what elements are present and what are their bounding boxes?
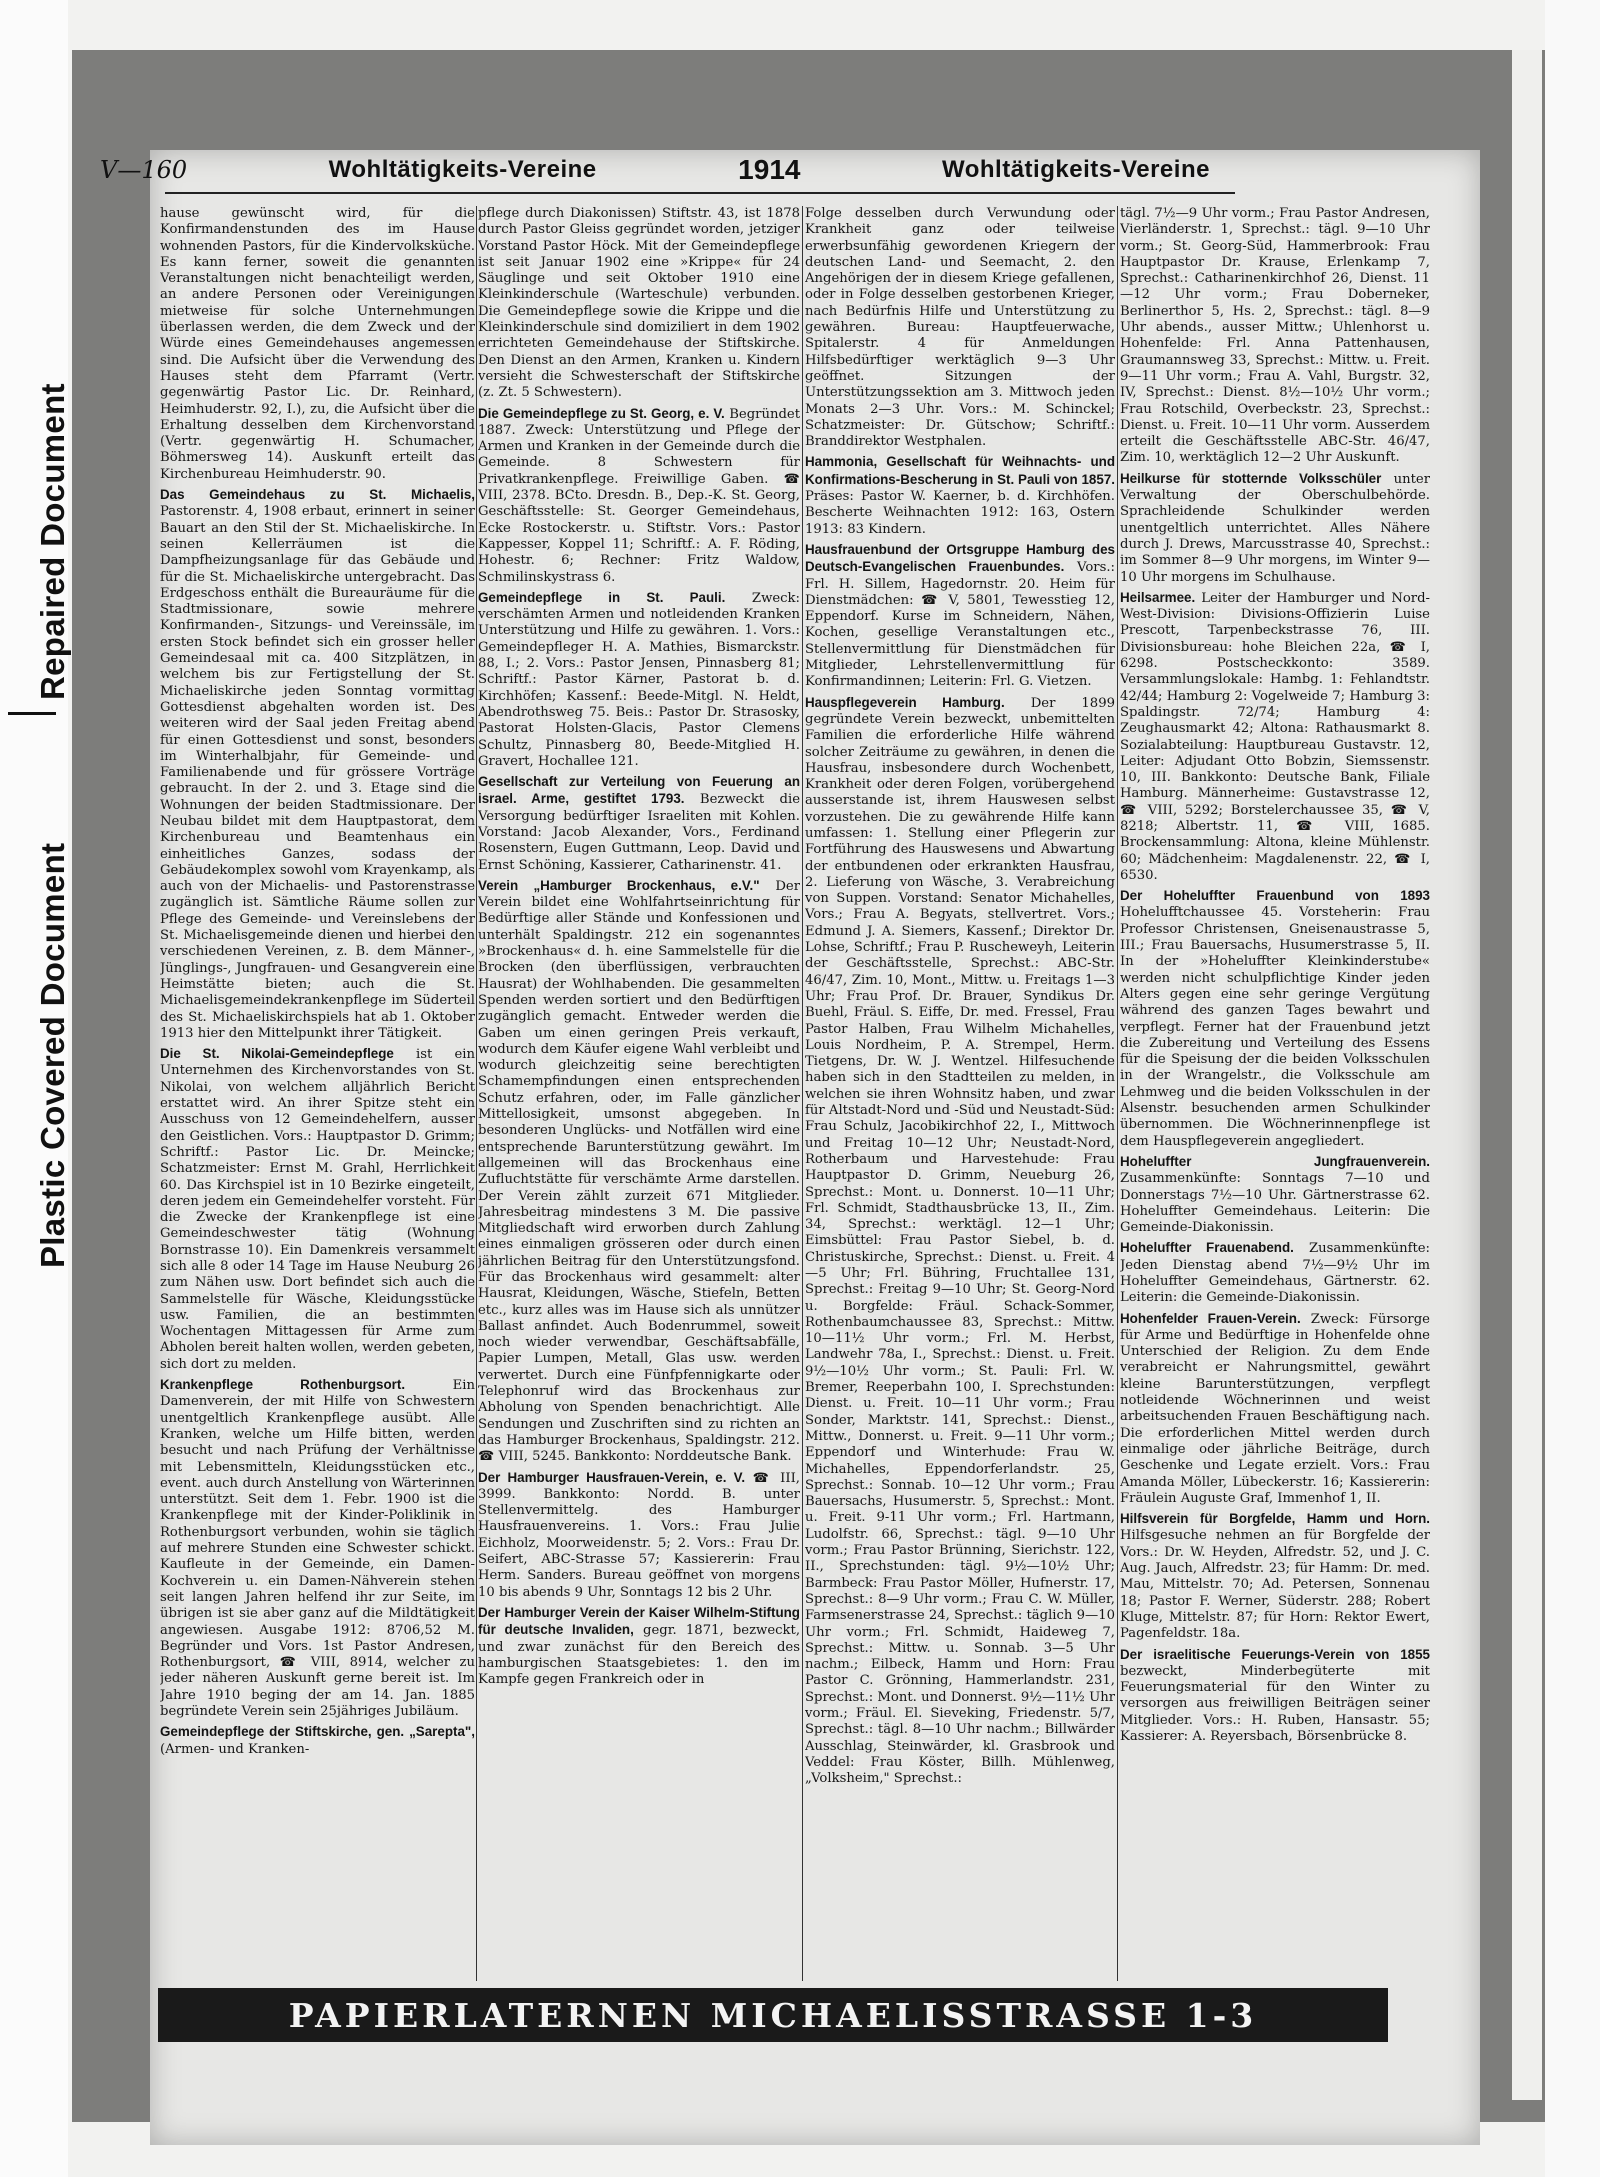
binding-spine (0, 0, 71, 2177)
entry-text: Pastorenstr. 4, 1908 erbaut, erinnert in seiner Bauart an den Stil der St. Michaeliskirche. In seinen Kellerräumen ist die Dampfheizungsanlage für das Gebäude und für die St. Michaeliskirche untergebracht. Das Erdgeschoss enthält die Bureauräume für die Stadtmissionare, sowie mehrere Konfirmanden-, Sitzungs- und Vereinssäle, im ersten Stock befindet sich ein grosser heller Gemeindesaal mit ca. 400 Sitzplätzen, in welchem bis zur Fertigstellung der St. Michaeliskirche jeden Sonntag vormittag Gottesdienst abgehalten worden ist. Des weiteren wird der Saal jeden Freitag abend für einen Gottesdienst und sonst, besonders im Winterhalbjahr, für Gemeinde- und Familienabende und für grössere Vorträge gebraucht. In der 2. und 3. Etage sind die Wohnungen der beiden Stadtmissionare. Der Neubau bildet mit dem Hauptpastorat, dem Kirchenbureau und Beamtenhaus ein einheitliches Ganzes, sodass der Gebäudekomplex sowohl vom Krayenkamp, als auch von der Michaelis- und Pastorenstrasse zugänglich ist. Sämtliche Räume sollen zur Pflege des Gemeinde- und Vereinslebens der St. Michaelisgemeinde dienen und hierbei den verschiedenen Vereinen, z. B. dem Männer-, Jünglings-, Jungfrauen- und Gesangverein eine Heimstätte bieten; auch die St. Michaelisgemeindekrankenpflege im Süderteil des St. Michaeliskirchspiels hat ab 1. Oktober 1913 hier den Mittelpunkt ihrer Tätigkeit. (160, 504, 475, 1041)
entry-heading: Krankenpflege Rothenburgsort. (160, 1377, 406, 1393)
directory-entry (160, 1724, 475, 1758)
entry-heading: Die St. Nikolai-Gemeindepflege (160, 1046, 394, 1062)
entry-text: Hilfsgesuche nehmen an für Borgfelde der Vors.: Dr. W. Heyden, Alfredstr. 52, und J. C. Aug. Jauch, Alfredstr. 23; für Hamm: Dr. med. Mau, Mittelstr. 70; Ad. Petersen, Sonnenau 18; Pastor F. Werner, Süderstr. 288; Robert Kluge, Mittelstr. 87; für Horn: Rektor Ewert, Pagenfeldstr. 18a. (1120, 1528, 1430, 1642)
entry-text: gegr. 1871, bezweckt, und zwar zunächst für den Bereich des hamburgischen Staatsgebietes: 1. den im Kampfe gegen Frankreich oder in (478, 1623, 800, 1688)
text-column-3 (805, 206, 1115, 1966)
text-column-4 (1120, 206, 1430, 1966)
entry-heading: Gemeindepflege in St. Pauli. (478, 589, 726, 605)
directory-entry (478, 590, 800, 770)
entry-text: pflege durch Diakonissen) Stiftstr. 43, ist 1878 durch Pastor Gleiss gegründet worden, jetziger Vorstand Pastor Höck. Mit der Gemeindepflege ist seit Januar 1902 eine »Krippe« für 24 Säuglinge und seit Oktober 1910 eine Kleinkinderschule (Warteschule) verbunden. Die Gemeindepflege sowie die Krippe und die Kleinkinderschule sind domiziliert in dem 1902 errichteten Gemeindehause der Stiftskirche. Den Dienst an den Armen, Kranken u. Kindern versieht die Schwesterschaft der Stiftskirche (z. Zt. 5 Schwestern). (478, 206, 800, 401)
entry-text: Der Verein bildet eine Wohlfahrtseinrichtung für Bedürftige aller Stände und Konfessionen und unterhält Spaldingstr. 212 ein sogenanntes »Brockenhaus« d. h. eine Sammelstelle für die Brocken (den überflüssigen, verbrauchten Hausrat) der Wohlhabenden. Die gesammelten Spenden werden sortiert und den Bedürftigen zugänglich gemacht. Entweder werden die Gaben um einen geringen Preis verkauft, wodurch dem Käufer eigene Wahl verbleibt und wodurch gleichzeitig seine berechtigten Schamempfindungen einen entsprechenden Schutz erfahren, oder, im Falle gänzlicher Mittellosigkeit, umsonst abgegeben. In besonderen Unglücks- und Notfällen wird eine entsprechende Barunterstützung gewährt. Im allgemeinen will das Brockenhaus eine Zufluchtstätte für verschämte Arme darstellen. Der Verein zählt zurzeit 671 Mitglieder. Jahresbeitrag mindestens 3 M. Die passive Mitgliedschaft wird erworben durch Zahlung eines einmaligen grösseren oder durch einen jährlichen Beitrag für den Unterstützungsfond. Für das Brockenhaus wird gesammelt: alter Hausrat, Kleidungen, Wäsche, Stiefeln, Betten etc., kurz alles was im Hause sich als unnützer Ballast anfindet. Auch Bodenrummel, soweit noch wieder verwendbar, Geschäftsabfälle, Papier Lumpen, Metall, Glas usw. werden verwertet. Durch eine Fünfpfennigkarte oder Telephonruf wird das Brockenhaus zur Abholung von Spenden benachrichtigt. Alle Sendungen und Zuschriften sind zu richten an das Hamburger Brockenhaus, Spaldingstr. 212. ☎ VIII, 5245. Bankkonto: Norddeutsche Bank. (478, 878, 800, 1465)
entry-text: Ein Damenverein, der mit Hilfe von Schwestern unentgeltlich Krankenpflege ausübt. Alle Kranken, welche um Hilfe bitten, werden besucht und nach Prüfung der Verhältnisse mit Lebensmitteln, Kleidungsstücken etc., event. auch durch Anstellung von Wärterinnen unterstützt. Seit dem 1. Febr. 1900 ist die Krankenpflege mit der Kinder-Poliklinik in Rothenburgsort verbunden, wohin sie täglich auf mehrere Stunden eine Schwester schickt. Kaufleute in der Gemeinde, ein Damen-Kochverein u. ein Damen-Nähverein stehen seit langen Jahren helfend ihr zur Seite, im übrigen ist sie aber ganz auf die Mildtätigkeit angewiesen. Ausgabe 1912: 8706,52 M. Begründer und Vors. 1st Pastor Andresen, Rothenburgsort, ☎ VIII, 8914, welcher zu jeder näheren Auskunft gerne bereit ist. Im Jahre 1910 beging der am 14. Jan. 1885 begründete Verein sein 25jähriges Jubiläum. (160, 1378, 475, 1720)
directory-entry (1120, 1240, 1430, 1306)
directory-entry (805, 695, 1115, 1788)
next-page-margin (1545, 0, 1600, 2177)
entry-text: Der 1899 gegründete Verein bezweckt, unbemittelten Familien die erforderliche Hilfe während solcher Zeiträume zu gewähren, in denen die Hausfrau, insbesondere durch Wochenbett, Krankheit oder deren Folgen, vorübergehend ausserstande ist, ihrem Hauswesen selbst vorzustehen. Die zu gewährende Hilfe kann umfassen: 1. Stellung einer Pflegerin zur Fortführung des Hauswesens und Abwartung der entbundenen oder erkrankten Hausfrau, 2. Lieferung von Wäsche, 3. Verabreichung von Suppen. Vorstand: Senator Michahelles, Vors.; Frau A. Begyats, stellvertret. Vors.; Edmund J. A. Siemers, Kassenf.; Direktor Dr. Lohse, Schriftf.; Frau P. Ruscheweyh, Leiterin der Geschäftsstelle, Sprechst.: ABC-Str. 46/47, Zim. 10, Mont., Mittw. u. Freitags 1—3 Uhr; Frau Prof. Dr. Brauer, Syndikus Dr. Buehl, Fräul. S. Eiffe, Dr. med. Fressel, Frau Pastor Halben, Frau Wilhelm Michahelles, Louis Nordheim, P. A. Strempel, Herm. Tietgens, Dr. W. J. Wentzel. Hilfesuchende haben sich in den Stadtteilen zu melden, in welchen sie ihren Wohnsitz haben, und zwar für Altstadt-Nord und -Süd und Neustadt-Süd: Frau Schulz, Jacobikirchhof 22, I., Mittwoch und Freitag 10—12 Uhr; Neustadt-Nord, Rotherbaum und Harvestehude: Frau Hauptpastor D. Grimm, Neueburg 26, Sprechst.: Mont. u. Donnerst. 10—11 Uhr; Frl. Schmidt, Stadthausbrücke 13, II., Zim. 34, Sprechst.: werktägl. 12—1 Uhr; Eimsbüttel: Frau Pastor Siebel, b. d. Christuskirche, Sprechst.: Dienst. u. Freit. 4—5 Uhr; Frl. Bühring, Fruchtallee 131, Sprechst.: Freitag 9—10 Uhr; St. Georg-Nord u. Borgfelde: Fräul. Schack-Sommer, Rothenbaumchaussee 83, Sprechst.: Mittw. 10—11½ Uhr vorm.; Frl. M. Herbst, Landwehr 78a, I., Sprechst.: Dienst. u. Freit. 9½—10½ Uhr vorm.; St. Pauli: Frl. W. Bremer, Reeperbahn 100, I. Sprechstunden: Dienst. u. Freit. 10—11 Uhr vorm.; Frau Sonder, Marktstr. 141, Sprechst.: Dienst., Mittw., Donnerst. u. Freit. 9—11 Uhr vorm.; Eppendorf und Winterhude: Frau W. Michahelles, Eppendorferlandstr. 25, Sprechst.: Sonnab. 10—12 Uhr vorm.; Frau Bauersachs, Husumerstr. 5, Sprechst.: Mont. u. Freit. 9-11 Uhr vorm.; Frl. Hartmann, Ludolfstr. 66, Sprechst.: tägl. 9—10 Uhr vorm.; Frau Pastor Brünning, Sierichstr. 122, II., Sprechstunden: tägl. 9½—10½ Uhr; Barmbeck: Frau Pastor Möller, Hufnerstr. 17, Sprechst.: 8—9 Uhr vorm.; Frau C. W. Müller, Farmsenerstrasse 24, Sprechst.: täglich 9—10 Uhr vorm.; Frl. Schmidt, Haideweg 7, Sprechst.: Mittw. u. Sonnab. 3—5 Uhr nachm.; Eilbeck, Hamm und Horn: Frau Pastor C. Grönning, Hammerlandstr. 231, Sprechst.: Mont. und Donnerst. 9½—11½ Uhr vorm.; Fräul. El. Sieveking, Friedenstr. 5/7, Sprechst.: tägl. 8—10 Uhr nachm.; Billwärder Ausschlag, Steinwärder, kl. Grasbrook und Veddel: Frau Köster, Billh. Mühlenweg, „Volksheim," Sprechst.: (805, 695, 1115, 1787)
header-rule (165, 192, 1235, 194)
entry-heading: Hammonia, Gesellschaft für Weihnachts- und Konfirmations-Bescherung in St. Pauli von 1857. (805, 454, 1115, 487)
directory-entry (1120, 206, 1430, 467)
directory-entry (478, 1605, 800, 1688)
entry-heading: Gemeindepflege der Stiftskirche, gen. „Sarepta", (160, 1724, 475, 1740)
directory-entry (478, 206, 800, 402)
entry-heading: Heilkurse für stotternde Volksschüler (1120, 470, 1382, 486)
entry-heading: Heilsarmee. (1120, 589, 1196, 605)
entry-text: Begründet 1887. Zweck: Unterstützung und Pflege der Armen und Kranken in der Gemeinde durch die Gemeinde. 8 Schwestern für Privatkrankenpflege. Freiwillige Gaben. ☎ VIII, 2378. BCto. Dresdn. B., Dep.-K. St. Georg, Geschäftsstelle: St. Georger Gemeindehaus, Ecke Rostockerstr. u. Stiftstr. Vors.: Pastor Kappesser, Koppel 11; Schriftf.: A. F. Röding, Hohestr. 6; Rechner: Fritz Waldow, Schmilinskystrass 6. (478, 406, 800, 585)
entry-text: ☎ III, 3999. Bankkonto: Nordd. B. unter Stellenvermittelg. des Hamburger Hausfrauenvereins. 1. Vors.: Frau Julie Eichholz, Moorweidenstr. 5; 2. Vors.: Frau Dr. Seifert, ABC-Strasse 57; Kassiererin: Frau Herm. Sanders. Bureau geöffnet von morgens 10 bis abends 9 Uhr, Sonntags 12 bis 2 Uhr. (478, 1470, 800, 1600)
entry-text: Bezweckt die Versorgung bedürftiger Israeliten mit Kohlen. Vorstand: Jacob Alexander, Vors., Ferdinand Rosenstern, Eugen Guttmann, Leop. David und Ernst Schöning, Kassierer, Catharinenstr. 41. (478, 792, 800, 873)
directory-entry (805, 454, 1115, 537)
section-title-right: Wohltätigkeits-Vereine (942, 156, 1210, 183)
entry-heading: Hoheluffter Jungfrauenverein. (1120, 1153, 1430, 1169)
entry-text: Leiter der Hamburger und Nord-West-Division: Divisions-Offizierin Luise Prescott, Tarpenbeckstrasse 76, III. Divisionsbureau: hohe Bleichen 22a, ☎ I, 6298. Postscheckkonto: 3589. Versammlungslokale: Hambg. 1: Fehlandtstr. 42/44; Hamburg 2: Vogelweide 7; Hamburg 3: Spaldingstr. 72/74; Hamburg 4: Zeughausmarkt 42; Altona: Rathausmarkt 8. Sozialabteilung: Hauptbureau Gustavstr. 12, Leiter: Adjudant Otto Bobzin, Siemssenstr. 10, III. Bankkonto: Deutsche Bank, Filiale Hamburg. Männerheime: Gustavstrasse 12, ☎ VIII, 5292; Borstelerchaussee 35, ☎ V, 8218; Albertstr. 11, ☎ VIII, 1685. Brockensammlung: Altona, kleine Mühlenstr. 60; Mädchenheim: Magdalenenstr. 22, ☎ I, 6530. (1120, 590, 1430, 883)
page-number: V—160 (100, 156, 188, 184)
directory-entry (1120, 1154, 1430, 1236)
entry-heading: Hauspflegeverein Hamburg. (805, 694, 1005, 710)
entry-text: Präses: Pastor W. Kaerner, b. d. Kirchhöfen. Bescherte Weihnachten 1912: 163, Ostern 1913: 83 Kindern. (805, 489, 1115, 537)
directory-year: 1914 (738, 154, 801, 185)
directory-entry (478, 1470, 800, 1601)
entry-text: Vors.: Frl. H. Sillem, Hagedornstr. 20. Heim für Dienstmädchen: ☎ V, 5801, Tewesstieg 12, Eppendorf. Kurse im Schneidern, Nähen, Kochen, gesellige Veranstaltungen etc., Stellenvermittlung für Dienstmädchen für Mitglieder, Lehrstellenvermittlung für Konfirmandinnen; Leiterin: Frl. G. Vietzen. (805, 560, 1115, 690)
entry-heading: Der Hamburger Hausfrauen-Verein, e. V. (478, 1469, 746, 1485)
entry-heading: Das Gemeindehaus zu St. Michaelis, (160, 487, 475, 503)
repaired-document-stamp: Repaired Document (34, 383, 71, 700)
entry-text: Hohelufftchaussee 45. Vorsteherin: Frau Professor Christensen, Gneisenaustrasse 5, III.; Frau Bauersachs, Husumerstrasse 5, II. In der »Hoheluffter Kleinkinderstube« werden nicht schulpflichtige Kinder jeden Alters gegen eine sehr geringe Vergütung während des ganzen Tages bewahrt und verpflegt. Ferner hat der Frauenbund jetzt die Zubereitung und Verteilung des Essens für die Speisung der die beiden Volksschulen in der Wrangelstr., die Volksschule am Lehmweg und die beiden Volksschulen in der Alsenstr. besuchenden armen Schulkinder übernommen. Die Wöchnerinnenpflege ist dem Hauspflegeverein angegliedert. (1120, 905, 1430, 1149)
entry-heading: Die Gemeindepflege zu St. Georg, e. V. (478, 405, 725, 421)
section-title-left: Wohltätigkeits-Vereine (328, 156, 597, 183)
text-column-1 (160, 206, 475, 1976)
directory-entry (1120, 888, 1430, 1150)
directory-entry (805, 542, 1115, 691)
column-rule (476, 206, 477, 1981)
directory-entry (160, 206, 475, 483)
entry-heading: Gesellschaft zur Verteilung von Feuerung an israel. Arme, gestiftet 1793. (478, 774, 800, 807)
entry-text: tägl. 7½—9 Uhr vorm.; Frau Pastor Andresen, Vierländerstr. 1, Sprechst.: tägl. 9—10 Uhr vorm.; St. Georg-Süd, Hammerbrook: Frau Hauptpastor Dr. Krause, Erlenkamp 7, Sprechst.: Catharinenkirchhof 26, Dienst. 11—12 Uhr vorm.; Frau Doberneker, Berlinerthor 5, Hs. 2, Sprechst.: tägl. 8—9 Uhr abends., ausser Mittw.; Uhlenhorst u. Hohenfelde: Frl. Anna Pattenhausen, Graumannsweg 33, Sprechst.: Mittw. u. Freit. 9—11 Uhr vorm.; Frau A. Vahl, Burgstr. 32, IV, Sprechst.: Dienst. 8½—10½ Uhr vorm.; Frau Rotschild, Overbeckstr. 23, Sprechst.: Dienst. u. Freit. 10—11 Uhr vorm. Ausserdem erteilt die Geschäftsstelle ABC-Str. 46/47, Zim. 10, werktäglich 12—2 Uhr Auskunft. (1120, 206, 1430, 466)
entry-heading: Verein „Hamburger Brockenhaus, e.V." (478, 877, 760, 893)
directory-entry (478, 774, 800, 874)
page-edge (1512, 50, 1542, 2100)
entry-text: hause gewünscht wird, für die Konfirmandenstunden des im Hause wohnenden Pastors, für die Kindervolksküche. Es kann ferner, soweit die genannten Veranstaltungen nicht benachteiligt werden, an andere Personen oder Vereinigungen mietweise für solche Unternehmungen überlassen werden, die dem Zweck und der Würde eines Gemeindehauses angemessen sind. Die Aufsicht über die Verwendung des Hauses steht dem Pfarramt (Vertr. gegenwärtig Pastor Lic. Dr. Reinhard, Heimhuderstr. 92, I.), zu, die Aufsicht über die Erhaltung desselben dem Kirchenvorstand (Vertr. gegenwärtig H. Schumacher, Böhmersweg 14). Auskunft erteilt das Kirchenbureau Heimhuderstr. 90. (160, 206, 475, 482)
text-column-2 (478, 206, 800, 1976)
directory-entry (160, 1046, 475, 1373)
stamp-separator (8, 712, 56, 715)
entry-text: Zusammenkünfte: Sonntags 7—10 und Donnerstags 7½—10 Uhr. Gärtnerstrasse 62. Hoheluffter Gemeindehaus. Leiterin: Die Gemeinde-Diakonissin. (1120, 1171, 1430, 1236)
entry-heading: Der Hoheluffter Frauenbund von 1893 (1120, 888, 1430, 904)
column-rule (1117, 206, 1118, 1981)
entry-heading: Hilfsverein für Borgfelde, Hamm und Horn. (1120, 1511, 1430, 1527)
entry-text: unter Verwaltung der Oberschulbehörde. Sprachleidende Schulkinder werden unentgeltlich unterrichtet. Alles Nähere durch J. Drews, Marcusstrasse 40, Sprechst.: im Sommer 8—9 Uhr morgens, im Winter 9—10 Uhr morgens im Schulhause. (1120, 471, 1430, 585)
entry-heading: Der Hamburger Verein der Kaiser Wilhelm-Stiftung für deutsche Invaliden, (478, 1604, 800, 1638)
entry-text: Zweck: Fürsorge für Arme und Bedürftige in Hohenfelde ohne Unterschied der Religion. Zu dem Ende verabreicht er Nahrungsmittel, gewährt kleine Barunterstützungen, verpflegt notleidende Wöchnerinnen und weist arbeitsuchenden Frauen Beschäftigung nach. Die erforderlichen Mittel werden durch einmalige oder jährliche Beiträge, durch Geschenke und Legate erzielt. Vors.: Frau Amanda Möller, Lübeckerstr. 16; Kassiererin: Fräulein Auguste Graf, Immenhof 1, II. (1120, 1311, 1430, 1506)
entry-heading: Hausfrauenbund der Ortsgruppe Hamburg des Deutsch-Evangelischen Frauenbundes. (805, 541, 1115, 575)
entry-heading: Hoheluffter Frauenabend. (1120, 1240, 1294, 1256)
directory-entry (1120, 1647, 1430, 1746)
advertisement-banner: PAPIERLATERNEN MICHAELISSTRASSE 1-3 (158, 1988, 1388, 2042)
directory-entry (478, 878, 800, 1466)
directory-entry (1120, 1311, 1430, 1508)
directory-entry (1120, 471, 1430, 586)
directory-entry (1120, 590, 1430, 884)
plastic-covered-document-stamp: Plastic Covered Document (34, 842, 71, 1268)
entry-text: (Armen- und Kranken- (160, 1741, 310, 1757)
entry-heading: Der israelitische Feuerungs-Verein von 1855 (1120, 1646, 1430, 1662)
entry-text: ist ein Unternehmen des Kirchenvorstandes von St. Nikolai, von welchem alljährlich Bericht erstattet wird. An ihrer Spitze steht ein Ausschuss von 12 Gemeindehelfern, ausser den Geistlichen. Vors.: Hauptpastor D. Grimm; Schriftf.: Pastor Lic. Dr. Meincke; Schatzmeister: Ernst M. Grahl, Herrlichkeit 60. Das Kirchspiel ist in 10 Bezirke eingeteilt, deren jedem ein Gemeindehelfer vorsteht. Für die Zwecke der Krankenpflege ist eine Gemeindeschwester tätig (Wohnung Bornstrasse 10). Ein Damenkreis versammelt sich alle 8 oder 14 Tage im Hause Neuburg 26 zum Nähen usw. Dort befindet sich auch die Sammelstelle für Wäsche, Kleidungsstücke usw. Familien, die an bestimmten Wochentagen Mittagessen für Arme zum Abholen bereit halten wollen, werden gebeten, sich dort zu melden. (160, 1047, 475, 1372)
entry-text: bezweckt, Minderbegüterte mit Feuerungsmaterial für den Winter zu versorgen aus freiwilligen Beiträgen seiner Mitglieder. Vors.: H. Ruben, Hansastr. 55; Kassierer: A. Reyersbach, Börsenbrücke 8. (1120, 1663, 1430, 1745)
column-rule (802, 206, 803, 1981)
directory-entry (805, 206, 1115, 450)
directory-entry (160, 487, 475, 1042)
running-header (100, 150, 1210, 190)
directory-entry (478, 406, 800, 586)
entry-text: Zweck: verschämten Armen und notleidenden Kranken Unterstützung und Hilfe zu gewähren. 1. Vors.: Gemeindepfleger H. A. Mathies, Bismarckstr. 88, I.; 2. Vors.: Pastor Jensen, Pinnasberg 81; Schriftf.: Pastor Kärner, Pastorat b. d. Kirchhöfen; Kassenf.: Beede-Mitgl. N. Heldt, Abendrothsweg 75. Beis.: Pastor Dr. Strasosky, Pastorat Holsten-Glacis, Pastor Clemens Schultz, Pinnasberg 80, Beede-Mitglied H. Gravert, Hochallee 121. (478, 590, 800, 769)
entry-heading: Hohenfelder Frauen-Verein. (1120, 1310, 1301, 1326)
entry-text: Zusammenkünfte: Jeden Dienstag abend 7½—9½ Uhr im Hoheluffter Gemeindehaus, Gärtnerstr. 62. Leiterin: die Gemeinde-Diakonissin. (1120, 1241, 1430, 1306)
entry-text: Folge desselben durch Verwundung oder Krankheit ganz oder teilweise erwerbsunfähig gewordenen Kriegern der deutschen Land- und Seemacht, 2. den Angehörigen der in diesem Kriege gefallenen, oder in Folge desselben gestorbenen Krieger, nach Bedürfnis Hilfe und Unterstützung zu gewähren. Bureau: Hauptfeuerwache, Spitalerstr. 4 für Anmeldungen Hilfsbedürftiger werktäglich 9—3 Uhr geöffnet. Sitzungen der Unterstützungssektion am 3. Mittwoch jeden Monats 2—3 Uhr. Vors.: M. Schinckel; Schatzmeister: Dr. Gütschow; Schriftf.: Branddirektor Westphalen. (805, 206, 1115, 450)
directory-entry (160, 1377, 475, 1720)
directory-entry (1120, 1511, 1430, 1642)
